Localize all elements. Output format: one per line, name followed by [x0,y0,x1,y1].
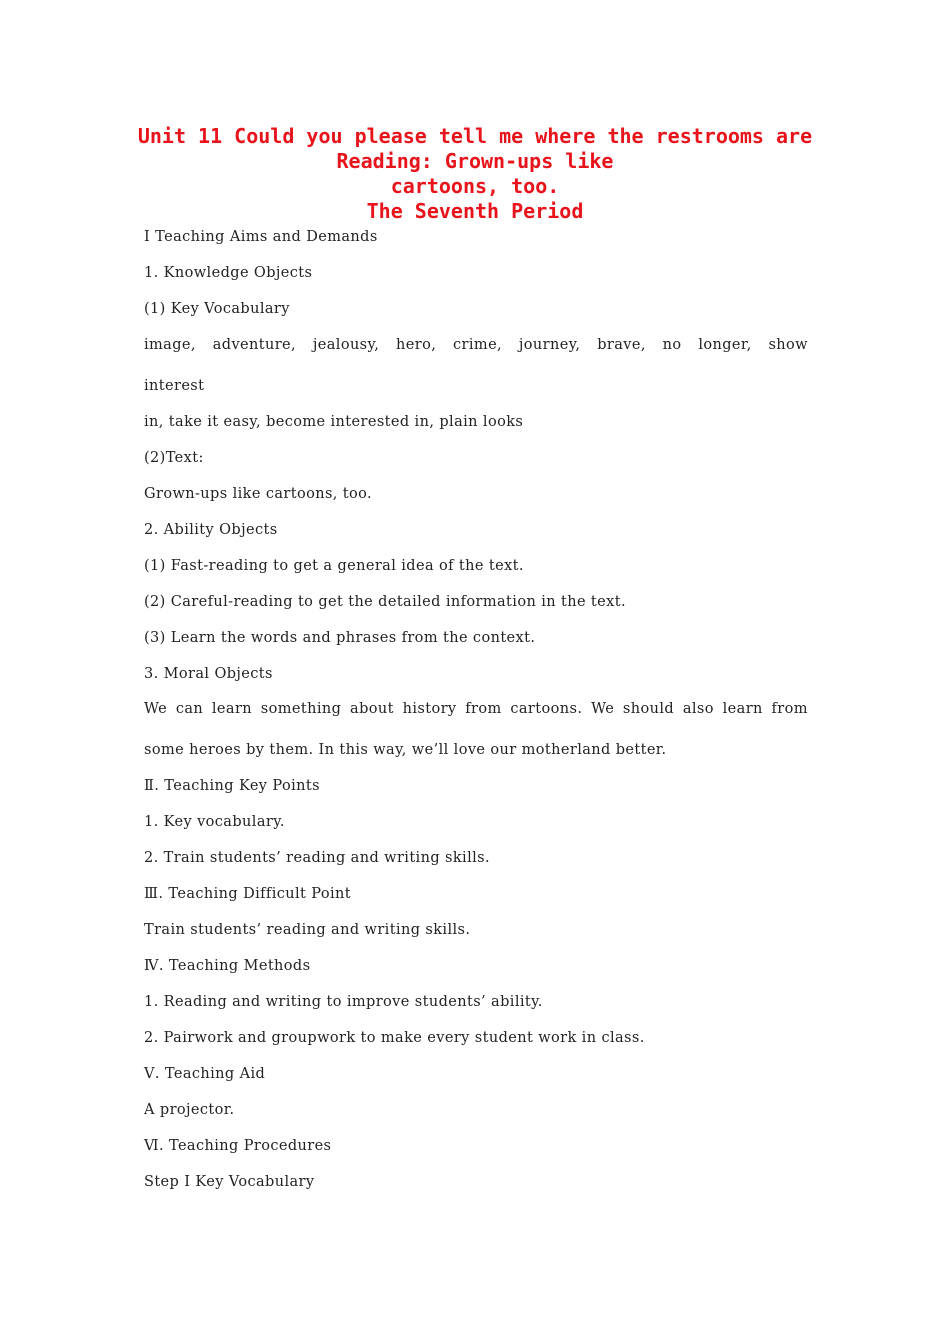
section-heading-difficult-point: Ⅲ. Teaching Difficult Point [144,886,351,902]
title-line-4: The Seventh Period [366,199,584,223]
section-heading-methods: Ⅳ. Teaching Methods [144,958,311,974]
vocabulary-continued-2: in, take it easy, become interested in, plain looks [144,414,524,430]
document-title [0,124,950,224]
key-point-2: 2. Train students’ reading and writing skills. [144,850,491,866]
moral-word: can [175,701,204,717]
section-heading-procedures: Ⅵ. Teaching Procedures [144,1138,332,1154]
moral-word: from [771,701,808,717]
vocabulary-line [144,335,808,355]
moral-word: also [682,701,714,717]
moral-word: learn [722,701,763,717]
moral-objects-heading: 3. Moral Objects [144,666,273,682]
moral-word: should [622,701,675,717]
vocab-word: jealousy, [312,337,380,353]
ability-item-3: (3) Learn the words and phrases from the context. [144,630,536,646]
key-point-1: 1. Key vocabulary. [144,814,285,830]
vocab-word: crime, [453,337,503,353]
moral-word: about [350,701,394,717]
ability-item-2: (2) Careful-reading to get the detailed information in the text. [144,594,626,610]
vocabulary-continued-1: interest [144,378,205,394]
title-line-3: cartoons, too. [390,174,560,198]
vocab-word: brave, [597,337,646,353]
moral-line [144,699,808,719]
moral-word: We [144,701,168,717]
section-heading-teaching-aid: Ⅴ. Teaching Aid [144,1066,266,1082]
moral-word: learn [211,701,253,717]
method-2: 2. Pairwork and groupwork to make every student work in class. [144,1030,645,1046]
teaching-aid: A projector. [144,1102,235,1118]
ability-objects-heading: 2. Ability Objects [144,522,278,538]
moral-word: something [260,701,342,717]
ability-item-1: (1) Fast-reading to get a general idea of the text. [144,558,524,574]
difficult-point: Train students’ reading and writing skills. [144,922,471,938]
text-title: Grown-ups like cartoons, too. [144,486,373,502]
vocab-word: show [768,337,808,353]
moral-word: from [465,701,502,717]
moral-word: We [591,701,615,717]
moral-word: history [402,701,457,717]
vocab-word: longer, [698,337,752,353]
title-line-1: Unit 11 Could you please tell me where the restrooms are [137,124,813,148]
vocab-word: image, [144,337,196,353]
vocab-word: hero, [396,337,437,353]
vocab-word: no [662,337,682,353]
moral-word: cartoons. [510,701,583,717]
key-vocabulary-heading: (1) Key Vocabulary [144,301,290,317]
title-line-2: Reading: Grown-ups like [336,149,614,173]
vocab-word: journey, [518,337,581,353]
step-1-heading: Step I Key Vocabulary [144,1174,315,1190]
knowledge-objects-heading: 1. Knowledge Objects [144,265,313,281]
section-heading-aims: Ⅰ Teaching Aims and Demands [144,229,378,245]
method-1: 1. Reading and writing to improve students’ ability. [144,994,543,1010]
moral-continued: some heroes by them. In this way, we’ll love our motherland better. [144,742,667,758]
vocab-word: adventure, [212,337,297,353]
text-heading: (2)Text: [144,450,204,466]
section-heading-key-points: Ⅱ. Teaching Key Points [144,778,320,794]
